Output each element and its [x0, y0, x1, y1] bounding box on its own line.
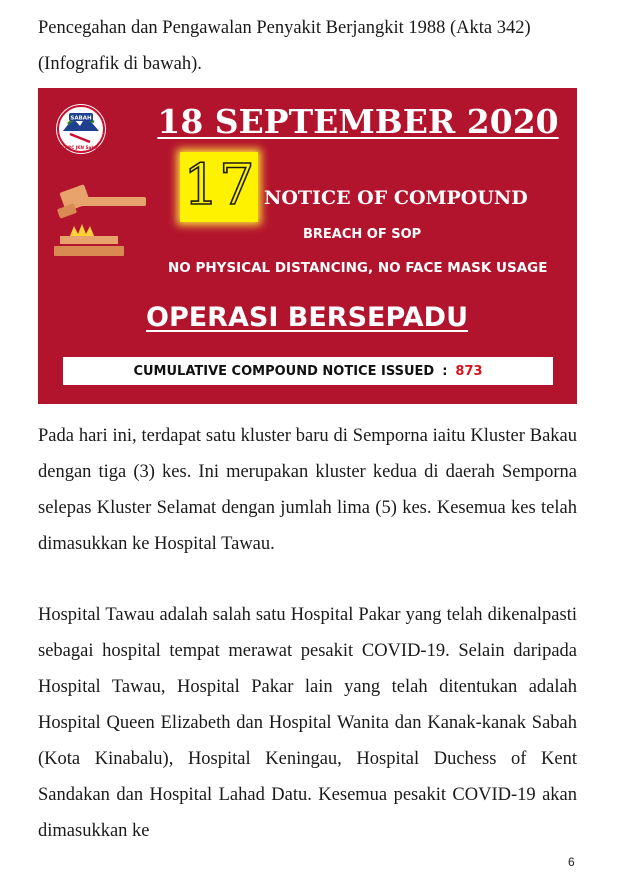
logo-bottom-text: CPRC JKN Sabah — [61, 145, 101, 150]
sabah-logo-icon — [56, 104, 106, 154]
compound-count: 17 — [183, 153, 255, 218]
breach-of-sop-label: BREACH OF SOP — [303, 227, 422, 242]
cumulative-value: 873 — [455, 363, 483, 379]
cumulative-separator: : — [442, 363, 448, 379]
operation-title: OPERASI BERSEPADU — [146, 302, 469, 333]
paragraph-hospital-tawau: Hospital Tawau adalah salah satu Hospital Pakar yang telah dikenalpasti sebagai hospital tempat merawat pesakit COVID-19. Selain daripada Hospital Tawau, Hospital Pakar lain yang telah ditentukan adalah Hospital Queen Elizabeth dan Hospital Wanita dan Kanak-kanak Sabah (Kota Kinabalu), Hospital Keningau, Hospital Duchess of Kent Sandakan dan Hospital Lahad Datu. Kesemua pesakit COVID-19 akan dimasukkan ke — [38, 605, 577, 841]
page-number: 6 — [568, 855, 575, 869]
compound-notice-infographic — [38, 88, 577, 404]
logo-top-text: SABAH — [70, 115, 92, 122]
notice-of-compound-label: NOTICE OF COMPOUND — [264, 187, 528, 209]
compound-count-box — [180, 152, 258, 222]
gavel-icon — [52, 172, 154, 264]
infographic-date: 18 SEPTEMBER 2020 — [157, 102, 559, 141]
sabah-logo — [56, 104, 106, 154]
cumulative-label: CUMULATIVE COMPOUND NOTICE ISSUED — [133, 363, 435, 379]
cumulative-compound-bar — [63, 357, 553, 385]
paragraph-cluster-bakau: Pada hari ini, terdapat satu kluster baru di Semporna iaitu Kluster Bakau dengan tiga (3) kes. Ini merupakan kluster kedua di daerah Semporna selepas Kluster Selamat dengan jumlah lima (5) kes. Kesemua kes telah dimasukkan ke Hospital Tawau. — [38, 426, 577, 554]
intro-paragraph: Pencegahan dan Pengawalan Penyakit Berjangkit 1988 (Akta 342) (Infografik di bawah). — [38, 18, 531, 74]
violations-label: NO PHYSICAL DISTANCING, NO FACE MASK USAGE — [168, 260, 548, 276]
